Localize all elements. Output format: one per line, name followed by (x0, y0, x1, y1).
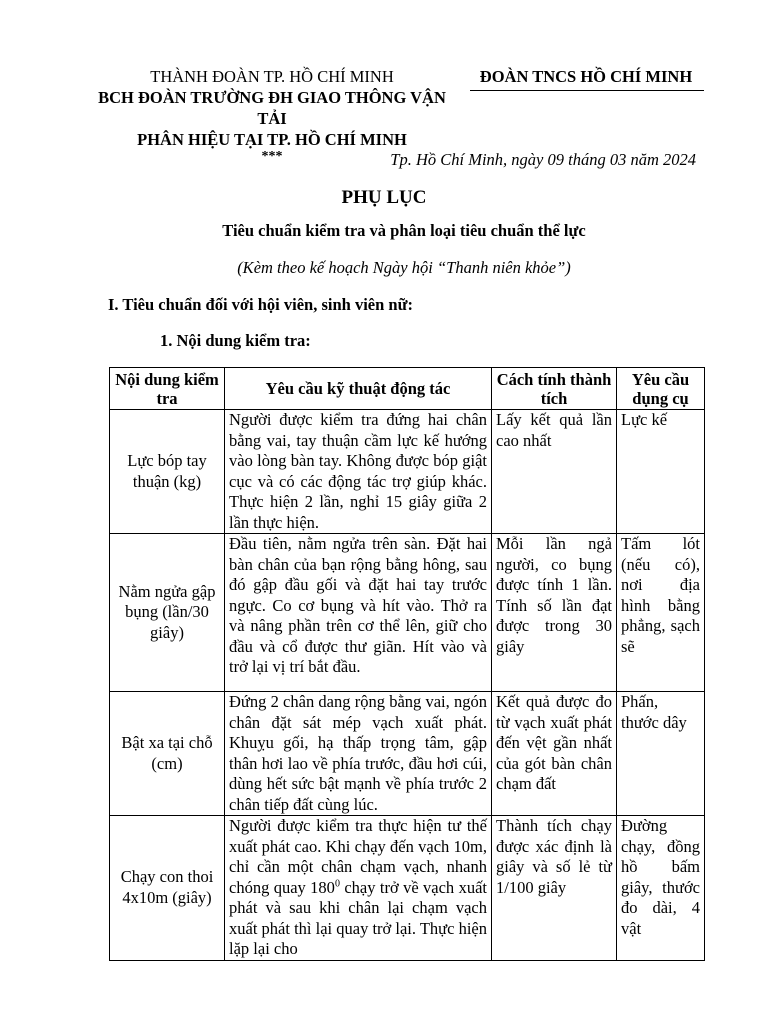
document-date: Tp. Hồ Chí Minh, ngày 09 tháng 03 năm 2024 (390, 150, 696, 169)
document-title: PHỤ LỤC (341, 187, 427, 208)
column-header: Yêu cầu dụng cụ (617, 368, 705, 410)
equipment-cell: Đường chạy, đồng hồ bấm giây, thước đo dài, 4 vật (617, 816, 705, 961)
table-row (110, 410, 705, 534)
test-content-cell: Lực bóp tay thuận (kg) (110, 410, 225, 534)
section-heading: I. Tiêu chuẩn đối với hội viên, sinh viên nữ: (108, 295, 413, 314)
degree-superscript: 0 (334, 878, 340, 889)
equipment-cell: Tấm lót (nếu có), nơi địa hình bằng phẳng, sạch sẽ (617, 534, 705, 692)
column-header: Cách tính thành tích (492, 368, 617, 410)
org-line-1: THÀNH ĐOÀN TP. HỒ CHÍ MINH (150, 67, 394, 86)
technique-cell: Đầu tiên, nằm ngửa trên sàn. Đặt hai bàn chân của bạn rộng bằng hông, sau đó gập đầu gối và đặt hai tay trước ngực. Co cơ bụng và hít vào. Thở ra và nâng phần trên cơ thể lên, giữ cho đầu và cổ được thư giãn. Hít vào và trở lại vị trí bắt đầu. (225, 534, 492, 692)
technique-cell: Đứng 2 chân dang rộng bằng vai, ngón chân đặt sát mép vạch xuất phát. Khuỵu gối, hạ thấp trọng tâm, gập thân hơi lao về phía trước, đầu hơi cúi, dùng hết sức bật mạnh về phía trước 2 chân tiếp đất cùng lúc. (225, 692, 492, 816)
org-line-2: BCH ĐOÀN TRƯỜNG ĐH GIAO THÔNG VẬN TẢI (98, 88, 446, 128)
equipment-cell: Lực kế (617, 410, 705, 534)
technique-text-part-2: chạy trở về vạch xuất phát và sau khi chân lại chạm vạch xuất phát thì lại quay trở lại. Thực hiện lặp lại cho (229, 877, 487, 958)
column-header: Yêu cầu kỹ thuật động tác (225, 368, 492, 410)
scoring-cell: Thành tích chạy được xác định là giây và số lẻ từ 1/100 giây (492, 816, 617, 961)
union-name: ĐOÀN TNCS HỒ CHÍ MINH (479, 67, 693, 86)
org-line-3: PHÂN HIỆU TẠI TP. HỒ CHÍ MINH (137, 130, 407, 149)
table-row (110, 534, 705, 692)
table-row (110, 692, 705, 816)
subsection-heading: 1. Nội dung kiểm tra: (160, 331, 311, 350)
fitness-test-table (109, 367, 705, 961)
document-subtitle: Tiêu chuẩn kiểm tra và phân loại tiêu chuẩn thể lực (222, 221, 586, 240)
scoring-cell: Kết quả được đo từ vạch xuất phát đến vệt gần nhất của gót bàn chân chạm đất (492, 692, 617, 816)
test-content-cell: Bật xa tại chỗ (cm) (110, 692, 225, 816)
scoring-cell: Lấy kết quả lần cao nhất (492, 410, 617, 534)
scoring-cell: Mỗi lần ngả người, co bụng được tính 1 lần. Tính số lần đạt được trong 30 giây (492, 534, 617, 692)
document-note: (Kèm theo kế hoạch Ngày hội “Thanh niên khỏe”) (237, 258, 571, 277)
technique-cell: Người được kiểm tra đứng hai chân bằng vai, tay thuận cầm lực kế hướng vào lòng bàn tay. Không được bóp giật cục và có các động tác trợ giúp khác. Thực hiện 2 lần, nghỉ 15 giây giữa 2 lần thực hiện. (225, 410, 492, 534)
column-header: Nội dung kiểm tra (110, 368, 225, 410)
union-underline (470, 90, 704, 91)
stars-divider: *** (261, 149, 283, 164)
table-header-row (110, 368, 705, 410)
equipment-cell: Phấn, thước dây (617, 692, 705, 816)
technique-cell (225, 816, 492, 961)
technique-text-part-1: Người được kiểm tra thực hiện tư thế xuất phát cao. Khi chạy đến vạch 10m, chỉ cần một chân chạm vạch, nhanh chóng quay 180 (229, 816, 487, 897)
test-content-cell: Nằm ngửa gập bụng (lần/30 giây) (110, 534, 225, 692)
table-row (110, 816, 705, 961)
test-content-cell: Chạy con thoi 4x10m (giây) (110, 816, 225, 961)
